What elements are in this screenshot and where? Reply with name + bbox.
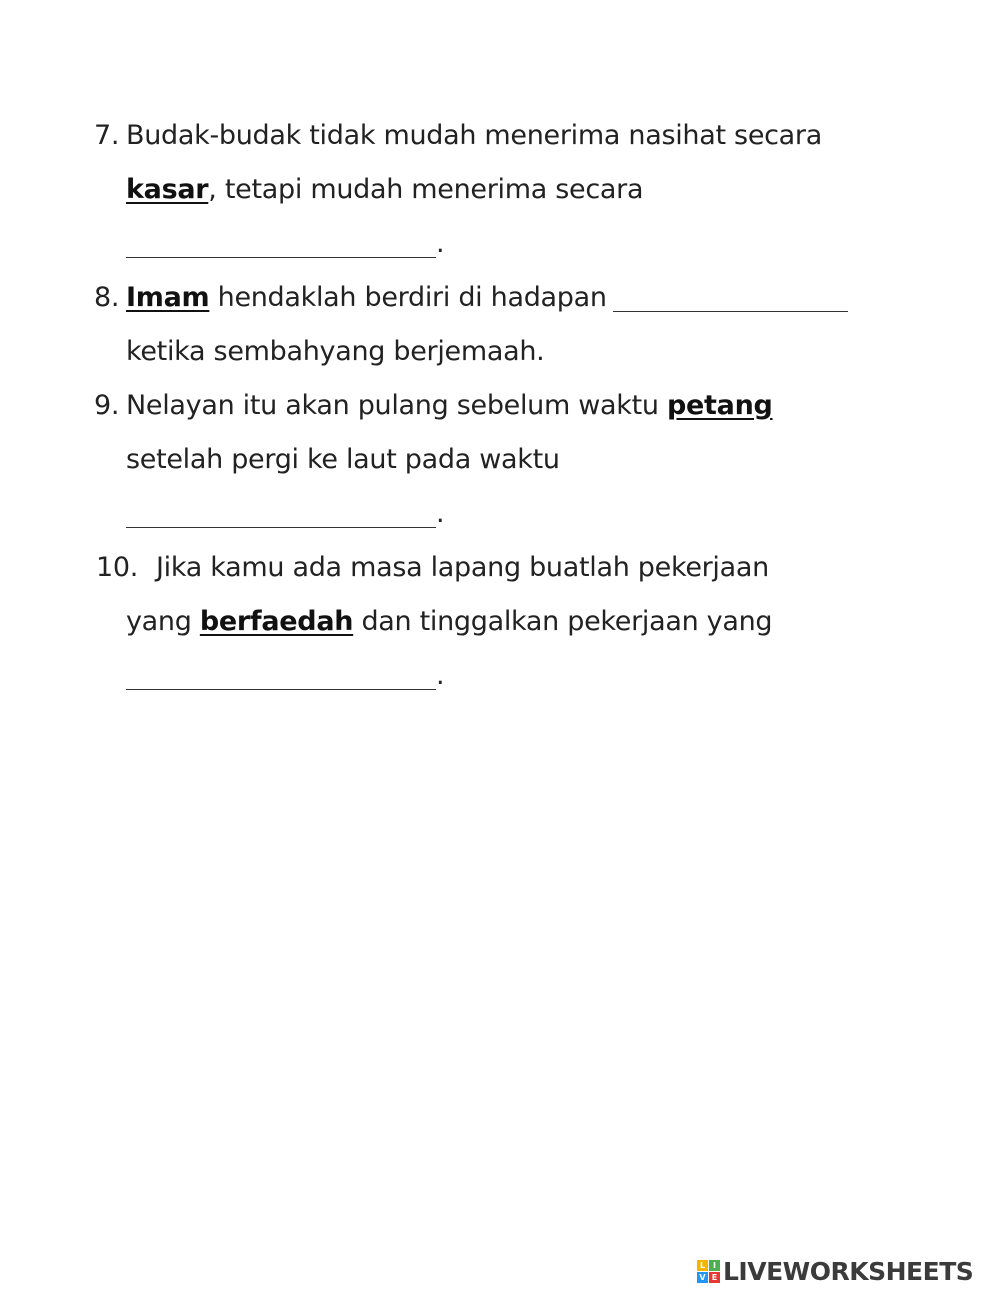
question-line: [94, 541, 914, 595]
question-10: [94, 541, 914, 703]
question-text: Budak-budak tidak mudah menerima nasihat secara: [126, 120, 822, 151]
question-number: 8.: [94, 282, 120, 313]
liveworksheets-logo[interactable]: [697, 1258, 973, 1284]
keyword: Imam: [126, 282, 210, 313]
answer-blank[interactable]: [126, 497, 436, 528]
question-text: setelah pergi ke laut pada waktu: [126, 444, 560, 475]
question-line: [94, 163, 914, 217]
keyword: petang: [667, 390, 773, 421]
question-text: ketika sembahyang berjemaah.: [126, 336, 545, 367]
question-line: [94, 595, 914, 649]
logo-mark-icon: [697, 1260, 720, 1283]
answer-blank[interactable]: [613, 281, 848, 312]
blank-period: .: [436, 498, 445, 529]
logo-mark-letter: E: [709, 1272, 720, 1283]
question-text-group: [126, 271, 848, 325]
logo-mark-letter: I: [709, 1260, 720, 1271]
question-line: [94, 433, 914, 487]
question-text: hendaklah berdiri di hadapan: [209, 282, 607, 313]
question-9: [94, 379, 914, 541]
logo-text: LIVEWORKSHEETS: [723, 1256, 974, 1286]
question-line: [94, 109, 914, 163]
blank-period: .: [436, 228, 445, 259]
logo-mark-letter: V: [697, 1272, 708, 1283]
question-text-group: [126, 379, 773, 433]
question-8: [94, 271, 914, 379]
question-7: [94, 109, 914, 271]
answer-line: [94, 217, 914, 271]
keyword: berfaedah: [199, 606, 354, 637]
question-text: dan tinggalkan pekerjaan yang: [353, 606, 773, 637]
answer-blank[interactable]: [126, 227, 436, 258]
question-text: Jika kamu ada masa lapang buatlah pekerjaan: [156, 552, 769, 583]
blank-period: .: [436, 660, 445, 691]
logo-mark-letter: L: [697, 1260, 708, 1271]
answer-line: [94, 487, 914, 541]
question-text: , tetapi mudah menerima secara: [208, 174, 644, 205]
question-text: Nelayan itu akan pulang sebelum waktu: [126, 390, 668, 421]
question-line: [94, 271, 914, 325]
answer-blank[interactable]: [126, 659, 436, 690]
question-number: 9.: [94, 390, 120, 421]
question-text: yang: [126, 606, 200, 637]
question-line: [94, 325, 914, 379]
question-number: 10.: [96, 552, 139, 583]
keyword: kasar: [126, 174, 209, 205]
question-number: 7.: [94, 120, 120, 151]
question-line: [94, 379, 914, 433]
answer-line: [94, 649, 914, 703]
